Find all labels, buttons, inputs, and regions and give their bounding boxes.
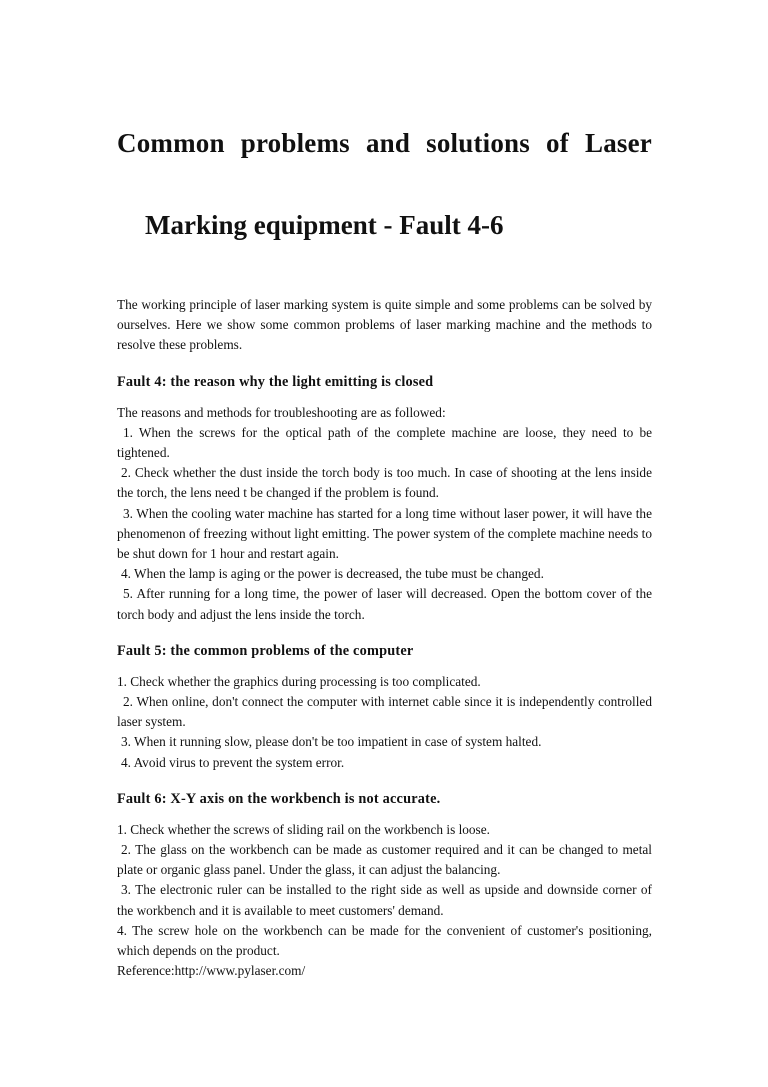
reference-link[interactable]: Reference:http://www.pylaser.com/ [117,963,306,979]
list-item: 1. When the screws for the optical path of the complete machine are loose, they need to be tightened. [117,424,652,461]
document-body [117,295,652,997]
document-title-line-2: Marking equipment - Fault 4-6 [145,210,504,240]
list-item: 4. The screw hole on the workbench can be made for the convenient of customer's positioning, which depends on the product. [117,922,652,959]
list-item: 1. Check whether the screws of sliding rail on the workbench is loose. [117,821,490,837]
fault-6-section [117,789,652,982]
fault-5-heading: Fault 5: the common problems of the computer [117,642,414,659]
list-item: 2. Check whether the dust inside the torch body is too much. In case of shooting at the lens inside the torch, the lens need t be changed if the problem is found. [117,465,652,501]
fault-4-section [117,372,652,625]
list-item: 1. Check whether the graphics during processing is too complicated. [117,673,481,689]
intro-paragraph: The working principle of laser marking system is quite simple and some problems can be solved by ourselves. Here we show some common problems of laser marking machine and the methods to resolve these problems. [117,297,652,353]
fault-4-lead: The reasons and methods for troubleshooting are as followed: [117,404,446,420]
document-title-line-1: Common problems and solutions of Laser [117,128,652,158]
list-item: 2. When online, don't connect the computer with internet cable since it is independently controlled laser system. [117,694,652,730]
list-item: 3. When the cooling water machine has started for a long time without laser power, it will have the phenomenon of freezing without light emitting. The power system of the complete machine needs to be shut down for 1 hour and restart again. [117,505,652,562]
fault-4-heading: Fault 4: the reason why the light emitting is closed [117,373,434,390]
list-item: 3. The electronic ruler can be installed to the right side as well as upside and downside corner of the workbench and it is available to meet customers' demand. [117,882,652,918]
fault-6-heading: Fault 6: X-Y axis on the workbench is not accurate. [117,790,441,807]
list-item: 4. When the lamp is aging or the power is decreased, the tube must be changed. [121,566,544,582]
list-item: 3. When it running slow, please don't be too impatient in case of system halted. [121,734,542,750]
list-item: 4. Avoid virus to prevent the system error. [121,754,345,770]
list-item: 2. The glass on the workbench can be made as customer required and it can be changed to metal plate or organic glass panel. Under the glass, it can adjust the balancing. [117,842,652,878]
fault-5-section [117,641,652,773]
list-item: 5. After running for a long time, the power of laser will decreased. Open the bottom cover of the torch body and adjust the lens inside the torch. [117,586,652,622]
